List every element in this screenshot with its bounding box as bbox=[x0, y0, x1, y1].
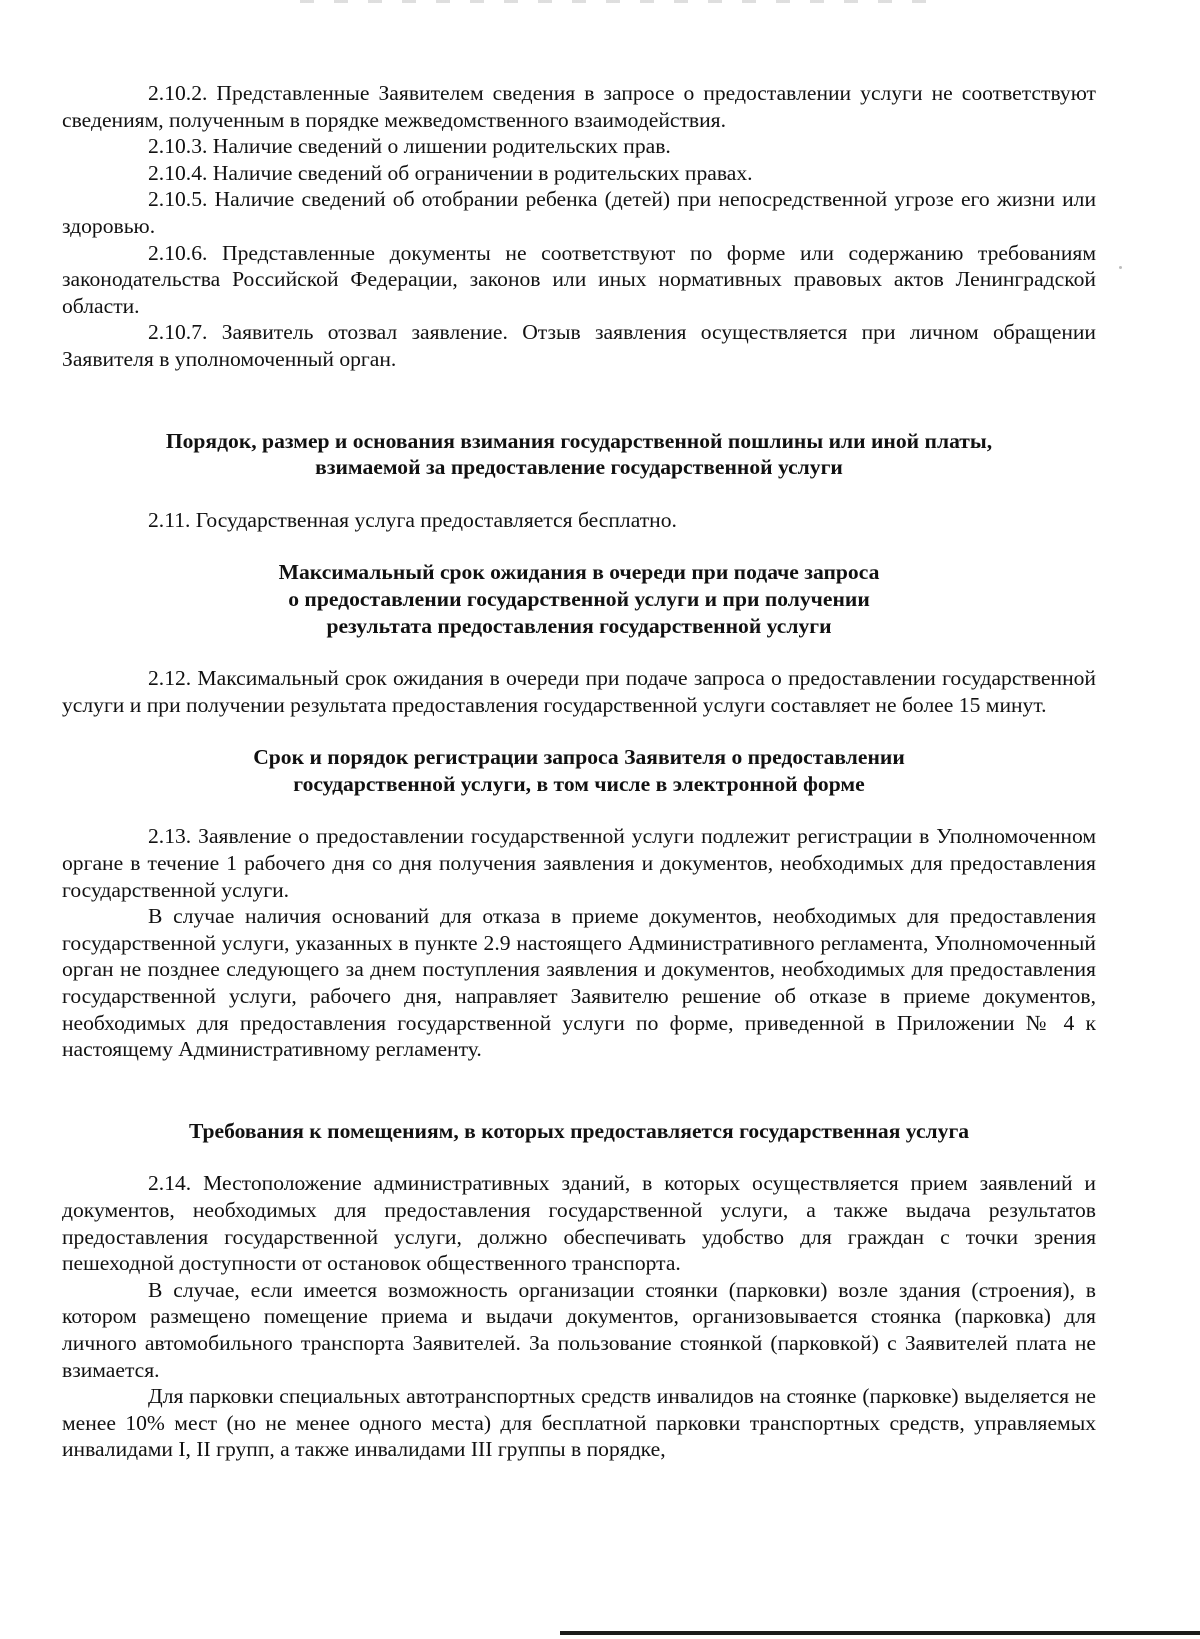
section-heading-fee bbox=[62, 428, 1096, 481]
paragraph-refusal: В случае наличия оснований для отказа в приеме документов, необходимых для предоставления государственной услуги, указанных в пункте 2.9 настоящего Административного регламента, Уполномоченный орган не позднее следующего за днем поступления заявления и документов, необходимых для предоставления государственной услуги, рабочего дня, направляет Заявителю решение об отказе в приеме документов, необходимых для предоставления государственной услуги по форме, приведенной в Приложении № 4 к настоящему Административному регламенту. bbox=[62, 904, 1096, 1062]
paragraph-2-10-4: 2.10.4. Наличие сведений об ограничении в родительских правах. bbox=[148, 160, 753, 185]
paragraph-2-14: 2.14. Местоположение административных зданий, в которых осуществляется прием заявлений и документов, необходимых для предоставления государственной услуги, а также выдача результатов предоставления государственной услуги, должно обеспечивать удобство для граждан с точки зрения пешеходной доступности от остановок общественного транспорта. bbox=[62, 1171, 1096, 1276]
heading-line: результата предоставления государственной услуги bbox=[326, 613, 832, 638]
paragraph-2-10-7: 2.10.7. Заявитель отозвал заявление. Отзыв заявления осуществляется при личном обращении Заявителя в уполномоченный орган. bbox=[62, 320, 1096, 371]
paragraph-2-10-3: 2.10.3. Наличие сведений о лишении родительских прав. bbox=[148, 134, 671, 159]
scan-edge-bottom bbox=[560, 1631, 1200, 1635]
heading-line: о предоставлении государственной услуги и при получении bbox=[288, 586, 870, 611]
paragraph-2-11: 2.11. Государственная услуга предоставляется бесплатно. bbox=[148, 507, 677, 532]
heading-line: Требования к помещениям, в которых предоставляется государственная услуга bbox=[188, 1118, 970, 1143]
heading-line: Порядок, размер и основания взимания государственной пошлины или иной платы, bbox=[165, 428, 993, 453]
paragraph-2-12: 2.12. Максимальный срок ожидания в очереди при подаче запроса о предоставлении государственной услуги и при получении результата предоставления государственной услуги составляет не более 15 минут. bbox=[62, 666, 1096, 717]
heading-line: Срок и порядок регистрации запроса Заявителя о предоставлении bbox=[253, 745, 905, 770]
scan-speck bbox=[1119, 266, 1122, 269]
paragraph-disabled-parking: Для парковки специальных автотранспортных средств инвалидов на стоянке (парковке) выделяется не менее 10% мест (но не менее одного места) для бесплатной парковки транспортных средств, управляемых инвалидами I, II групп, а также инвалидами III группы в порядке, bbox=[62, 1384, 1096, 1462]
scan-artifact-top bbox=[300, 0, 940, 3]
section-heading-queue bbox=[62, 559, 1096, 639]
paragraph-2-10-6: 2.10.6. Представленные документы не соответствуют по форме или содержанию требованиям законодательства Российской Федерации, законов или иных нормативных правовых актов Ленинградской области. bbox=[62, 240, 1096, 318]
paragraph-2-13: 2.13. Заявление о предоставлении государственной услуги подлежит регистрации в Уполномоченном органе в течение 1 рабочего дня со дня получения заявления и документов, необходимых для предоставления государственной услуги. bbox=[62, 824, 1096, 902]
heading-line: государственной услуги, в том числе в электронной форме bbox=[293, 771, 865, 796]
paragraph-2-10-2: 2.10.2. Представленные Заявителем сведения в запросе о предоставлении услуги не соответствуют сведениям, полученным в порядке межведомственного взаимодействия. bbox=[62, 81, 1096, 132]
paragraph-2-10-5: 2.10.5. Наличие сведений об отобрании ребенка (детей) при непосредственной угрозе его жизни или здоровью. bbox=[62, 187, 1096, 238]
section-heading-registration bbox=[62, 744, 1096, 797]
section-heading-premises bbox=[62, 1118, 1096, 1145]
heading-line: взимаемой за предоставление государственной услуги bbox=[315, 455, 843, 480]
document-page bbox=[62, 80, 1096, 1463]
heading-line: Максимальный срок ожидания в очереди при подаче запроса bbox=[278, 560, 880, 585]
paragraph-parking: В случае, если имеется возможность организации стоянки (парковки) возле здания (строения), в котором размещено помещение приема и выдачи документов, организовывается стоянка (парковка) для личного автомобильного транспорта Заявителей. За пользование стоянкой (парковкой) с Заявителей плата не взимается. bbox=[62, 1277, 1096, 1382]
